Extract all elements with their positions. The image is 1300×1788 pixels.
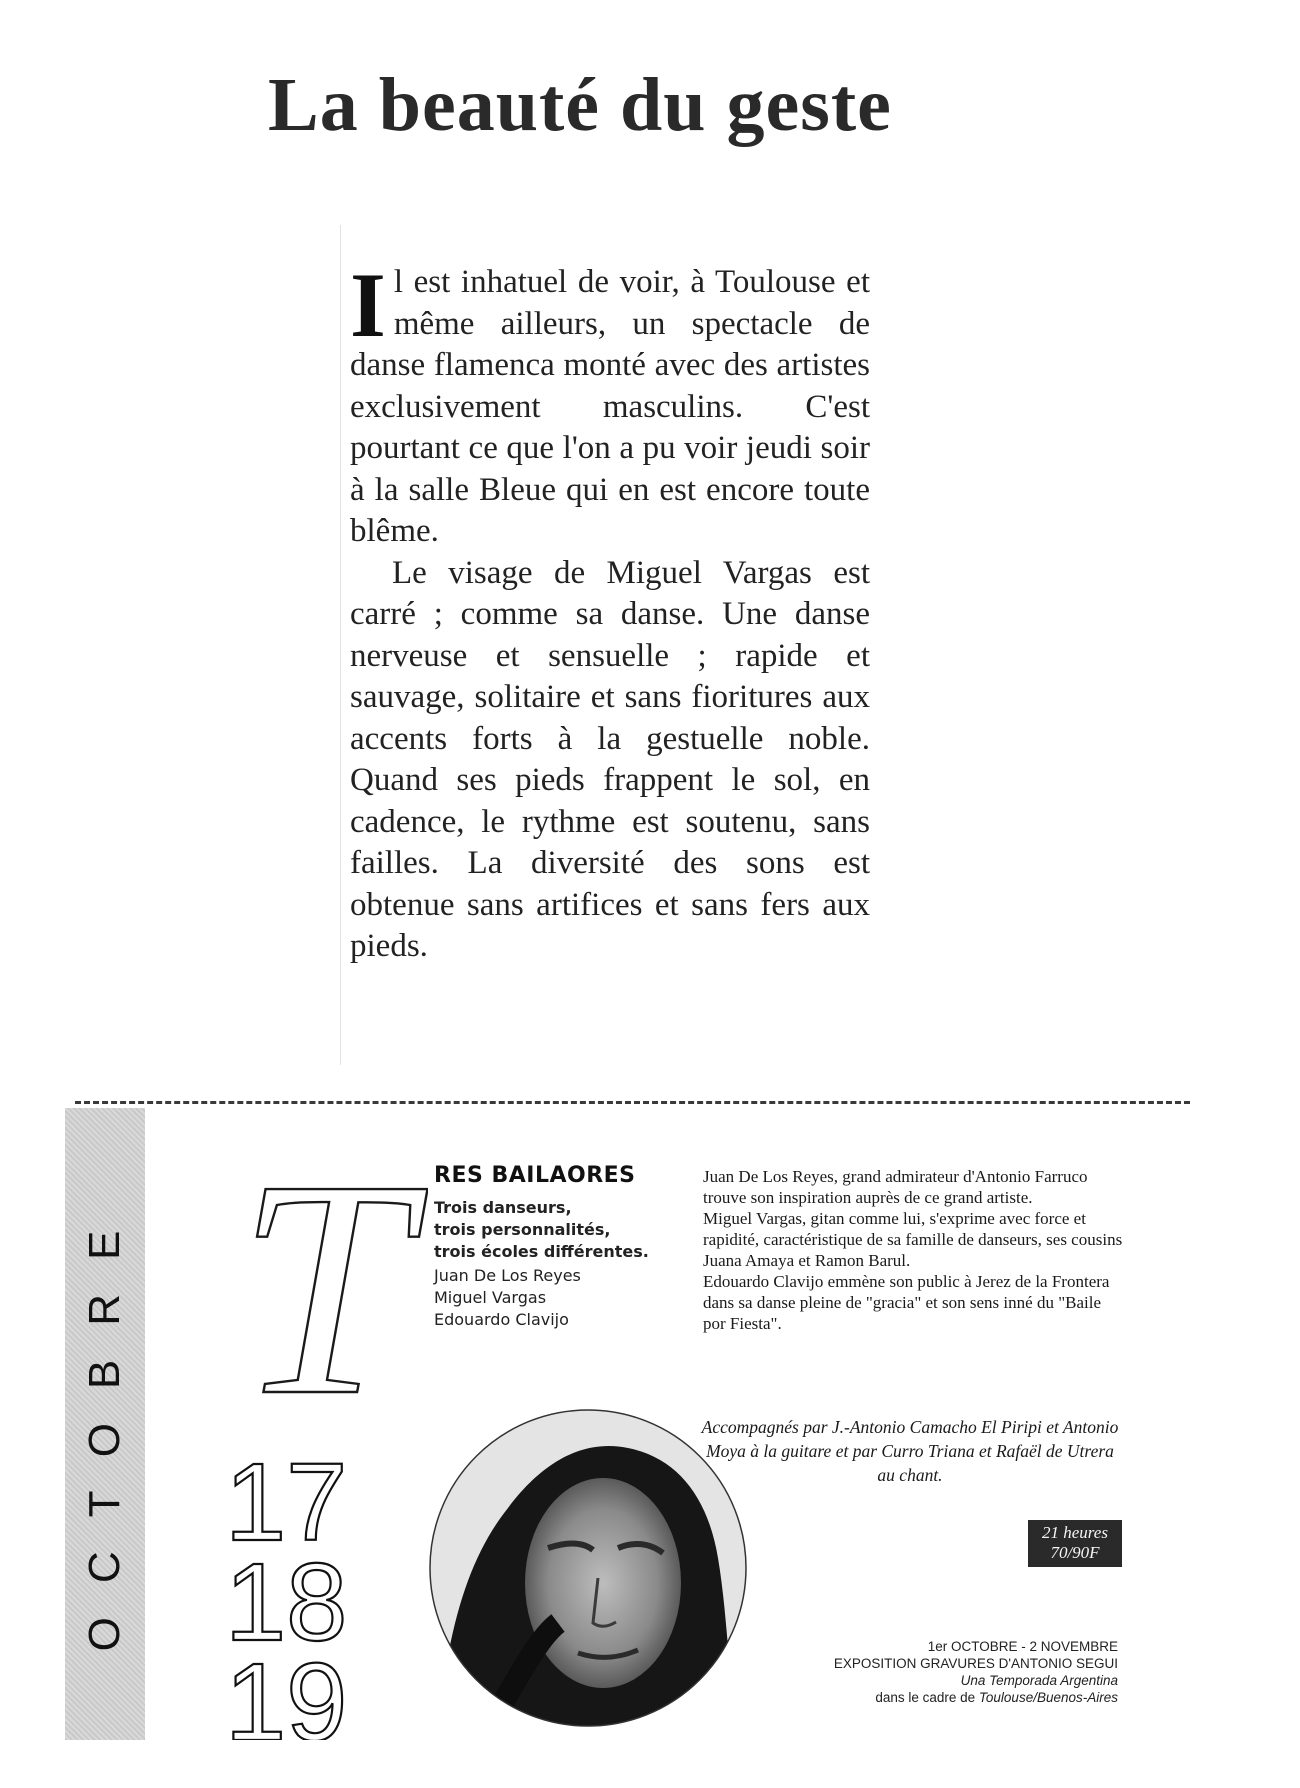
exhibition-subtitle: Una Temporada Argentina [960,1673,1118,1688]
date-day: 18 [225,1541,348,1664]
dancer-name: Miguel Vargas [434,1288,547,1307]
context-prefix: dans le cadre de [875,1690,979,1705]
clipping-separator [75,1101,1190,1104]
bio-paragraph: Miguel Vargas, gitan comme lui, s'exprime avec force et rapidité, caractéristique de sa famille de danseurs, ses cousins Juana Amaya et Ramon Barul. [703,1209,1123,1270]
exhibition-context [800,1689,1118,1706]
article-headline: La beauté du geste [268,63,892,147]
dancer-portrait [428,1408,748,1728]
exhibition-title: EXPOSITION GRAVURES D'ANTONIO SEGUI [833,1656,1118,1671]
dancer-bios [703,1166,1123,1334]
title-initial-glyph [218,1140,428,1440]
show-title: RES BAILAORES [434,1163,636,1188]
paragraph-1-text: l est inhatuel de voir, à Toulouse et même ailleurs, un spectacle de danse flamenca monté avec des artistes exclusivement masculins. C'est pourtant ce que l'on a pu voir jeudi soir à la salle Bleue qui en est encore toute blême. [350,264,870,549]
performance-dates [225,1440,415,1740]
show-time: 21 heures [1042,1523,1108,1542]
exhibition-dates: 1er OCTOBRE - 2 NOVEMBRE [927,1639,1118,1654]
exhibition-notice [800,1638,1118,1706]
dancer-list [434,1265,684,1331]
ticket-price: 70/90F [1050,1543,1100,1562]
context-event: Toulouse/Buenos-Aires [978,1690,1118,1705]
subtitle-line: Trois danseurs, [434,1198,572,1217]
accompaniment-credits: Accompagnés par J.-Antonio Camacho El Piripi et Antonio Moya à la guitare et par Curro Triana et Rafaël de Utrera au chant. [701,1417,1119,1485]
column-rule [340,225,341,1065]
date-day: 17 [225,1441,348,1564]
time-price-badge [1028,1520,1122,1567]
dancer-name: Juan De Los Reyes [434,1266,581,1285]
date-day: 19 [225,1641,348,1740]
dancer-name: Edouardo Clavijo [434,1310,569,1329]
title-initial: T [236,1140,410,1440]
bio-paragraph: Juan De Los Reyes, grand admirateur d'Antonio Farruco trouve son inspiration auprès de ce grand artiste. [703,1167,1088,1207]
bio-paragraph: Edouardo Clavijo emmène son public à Jerez de la Frontera dans sa danse pleine de "gracia" et son sens inné du "Baile por Fiesta". [703,1272,1110,1333]
article-paragraph-2: Le visage de Miguel Vargas est carré ; comme sa danse. Une danse nerveuse et sensuelle ; rapide et sauvage, solitaire et sans fioritures aux accents forts à la gestuelle noble. Quand ses pieds frappent le sol, en cadence, le rythme est soutenu, sans failles. La diversité des sons est obtenue sans artifices et sans fers aux pieds. [350,554,870,964]
subtitle-line: trois écoles différentes. [434,1242,649,1261]
subtitle-line: trois personnalités, [434,1220,611,1239]
show-subtitle [434,1197,684,1263]
article-body [350,254,870,968]
drop-cap: I [350,254,386,356]
month-label: OCTOBRE [80,1196,129,1652]
article-paragraph-1 [350,254,870,553]
